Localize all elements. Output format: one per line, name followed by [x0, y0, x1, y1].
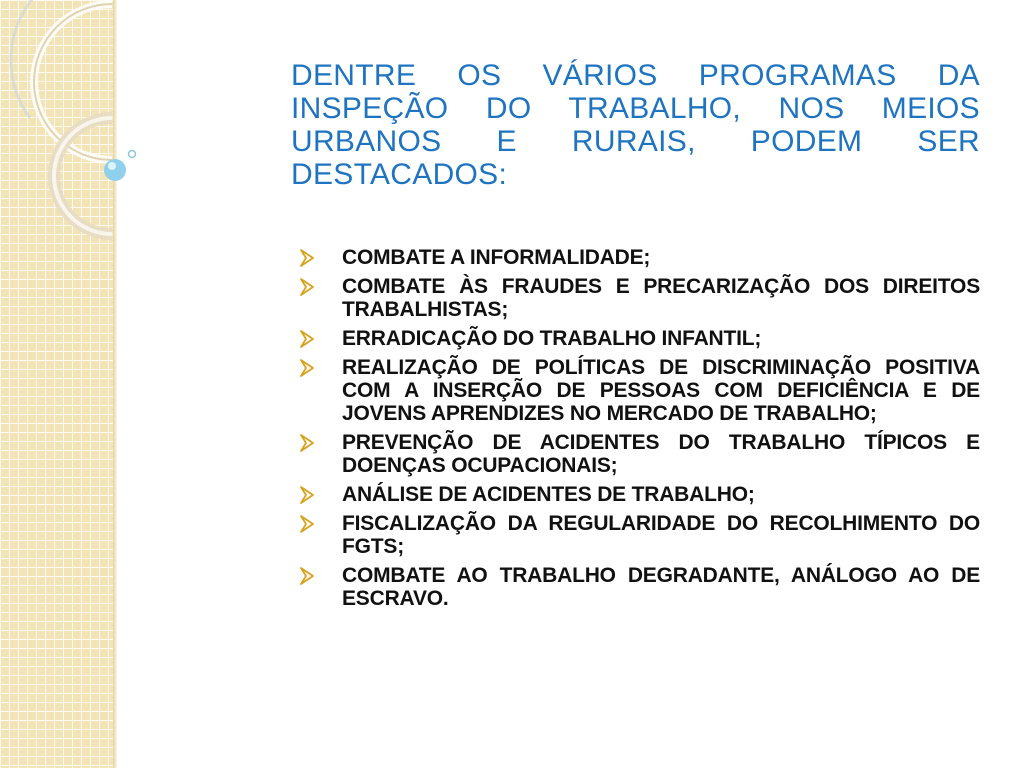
list-item-text: COMBATE ÀS FRAUDES E PRECARIZAÇÃO DOS DIREITOS TRABALHISTAS;: [342, 275, 980, 321]
arrow-bullet-icon: [300, 566, 316, 586]
arrow-bullet-icon: [300, 329, 316, 349]
arrow-bullet-icon: [300, 358, 316, 378]
list-item: [300, 246, 980, 269]
arrow-bullet-icon: [300, 433, 316, 453]
arrow-bullet-icon: [300, 485, 316, 505]
list-item-text: PREVENÇÃO DE ACIDENTES DO TRABALHO TÍPICOS E DOENÇAS OCUPACIONAIS;: [342, 431, 980, 477]
list-item-text: COMBATE AO TRABALHO DEGRADANTE, ANÁLOGO AO DE ESCRAVO.: [342, 564, 980, 610]
decorative-rings: [0, 0, 260, 260]
list-item-text: FISCALIZAÇÃO DA REGULARIDADE DO RECOLHIMENTO DO FGTS;: [342, 512, 980, 558]
blue-dot-large: [104, 159, 126, 181]
list-item-text: REALIZAÇÃO DE POLÍTICAS DE DISCRIMINAÇÃO POSITIVA COM A INSERÇÃO DE PESSOAS COM DEFICIÊNCIA E DE JOVENS APRENDIZES NO MERCADO DE TRABALHO;: [342, 356, 980, 425]
list-item: [300, 356, 980, 425]
list-item-text: COMBATE A INFORMALIDADE;: [342, 246, 651, 269]
arrow-bullet-icon: [300, 514, 316, 534]
list-item-text: ERRADICAÇÃO DO TRABALHO INFANTIL;: [342, 327, 762, 350]
list-item: [300, 327, 980, 350]
program-list: [300, 246, 980, 616]
arrow-bullet-icon: [300, 277, 316, 297]
list-item: [300, 483, 980, 506]
blue-dot-small: [129, 151, 136, 158]
arrow-bullet-icon: [300, 248, 316, 268]
list-item-text: ANÁLISE DE ACIDENTES DE TRABALHO;: [342, 483, 755, 506]
list-item: [300, 431, 980, 477]
slide-title: DENTRE OS VÁRIOS PROGRAMAS DA INSPEÇÃO DO TRABALHO, NOS MEIOS URBANOS E RURAIS, PODEM SER DESTACADOS:: [291, 59, 980, 191]
list-item: [300, 275, 980, 321]
list-item: [300, 564, 980, 610]
list-item: [300, 512, 980, 558]
